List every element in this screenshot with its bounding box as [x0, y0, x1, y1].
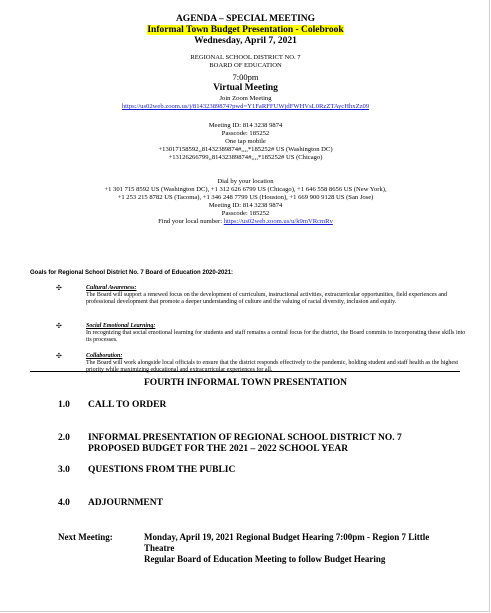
- meeting-date: Wednesday, April 7, 2021: [194, 36, 297, 46]
- dial-label: Dial by your location: [217, 178, 274, 185]
- agenda-item-text: INFORMAL PRESENTATION OF REGIONAL SCHOOL DISTRICT NO. 7 PROPOSED BUDGET FOR THE 2021 – 2022 SCHOOL YEAR: [88, 433, 402, 454]
- bullet-icon: ✣: [56, 284, 62, 292]
- goal-text: The Board will support a renewed focus on the development of curriculum, instructional activities, extracurricular opportunities, field experiences and professional development that promote a deeper understanding of culture and the valuing of racial diversity, inclusion and equity.: [86, 292, 448, 306]
- goals-heading: Goals for Regional School District No. 7 Board of Education 2020-2021:: [30, 270, 234, 276]
- next-meeting-label: Next Meeting:: [58, 532, 113, 542]
- dial-numbers-line1: +1 301 715 8592 US (Washington DC), +1 312 626 6799 US (Chicago), +1 646 558 8656 US (New York),: [104, 186, 387, 193]
- meeting-time: 7:00pm: [232, 72, 259, 82]
- goal-cultural-awareness: [56, 284, 470, 307]
- agenda-item-text: QUESTIONS FROM THE PUBLIC: [88, 465, 236, 475]
- board-name: BOARD OF EDUCATION: [209, 62, 282, 69]
- zoom-meeting-link[interactable]: https://us02web.zoom.us/j/81432389874?pwd=Y1FaRFFUWjdFWHVsL0RzZTAycHhxZz09: [121, 103, 370, 110]
- presentation-title: FOURTH INFORMAL TOWN PRESENTATION: [144, 378, 347, 388]
- district-name: REGIONAL SCHOOL DISTRICT NO. 7: [190, 54, 301, 61]
- agenda-item-number: 1.0: [58, 400, 70, 410]
- passcode: Passcode: 185252: [221, 130, 270, 137]
- virtual-meeting-title: Virtual Meeting: [213, 83, 278, 93]
- join-zoom-label: Join Zoom Meeting: [219, 95, 272, 102]
- goal-text: In recognizing that social emotional learning for students and staff remains a central focus for the district, the Board commits to incorporating these skills into its processes.: [86, 330, 466, 344]
- goal-title: Collaboration:: [86, 353, 123, 359]
- agenda-title: AGENDA – SPECIAL MEETING: [175, 14, 316, 24]
- find-local-link[interactable]: https://us02web.zoom.us/u/k9mVRcmRv: [223, 218, 333, 225]
- district-block: [0, 54, 491, 70]
- meeting-id-2: Meeting ID: 814 3238 9874: [208, 202, 283, 209]
- find-local-number: [0, 218, 491, 226]
- agenda-item-number: 2.0: [58, 433, 70, 443]
- passcode-2: Passcode: 185252: [221, 210, 270, 217]
- goal-social-emotional: [56, 322, 470, 345]
- zoom-details: [0, 122, 491, 162]
- agenda-item-text: ADJOURNMENT: [88, 498, 163, 508]
- dial-numbers-line2: +1 253 215 8782 US (Tacoma), +1 346 248 7799 US (Houston), +1 669 900 9128 US (San Jose): [117, 194, 374, 201]
- goal-title: Social Emotional Learning:: [86, 323, 156, 329]
- next-meeting-line1: Monday, April 19, 2021 Regional Budget Hearing 7:00pm - Region 7 Little Theatre: [144, 532, 430, 553]
- section-divider: [30, 371, 460, 372]
- one-tap-dc: +13017158592,,81432389874#,,,,*185252# US (Washington DC): [158, 146, 333, 153]
- bullet-icon: ✣: [56, 352, 62, 360]
- meeting-id: Meeting ID: 814 3238 9874: [208, 122, 283, 129]
- agenda-header: [0, 14, 491, 47]
- presentation-subtitle: Informal Town Budget Presentation - Colebrook: [147, 25, 344, 35]
- agenda-item-text: CALL TO ORDER: [88, 400, 167, 410]
- bullet-icon: ✣: [56, 322, 62, 330]
- one-tap-chicago: +13126266799,,81432389874#,,,,*185252# US (Chicago): [168, 154, 323, 161]
- dial-in-details: [0, 178, 491, 226]
- find-local-label: Find your local number:: [158, 218, 223, 225]
- agenda-item-number: 3.0: [58, 465, 70, 475]
- goal-text: The Board will work alongside local officials to ensure that the district responds effectively to the pandemic, holding student and staff health as the highest priority while maximizing educational and extracurricular experiences for all.: [86, 360, 459, 374]
- agenda-item-number: 4.0: [58, 498, 70, 508]
- next-meeting-line2: Regular Board of Education Meeting to follow Budget Hearing: [144, 554, 386, 564]
- goal-title: Cultural Awareness:: [86, 285, 137, 291]
- one-tap-label: One tap mobile: [225, 138, 266, 145]
